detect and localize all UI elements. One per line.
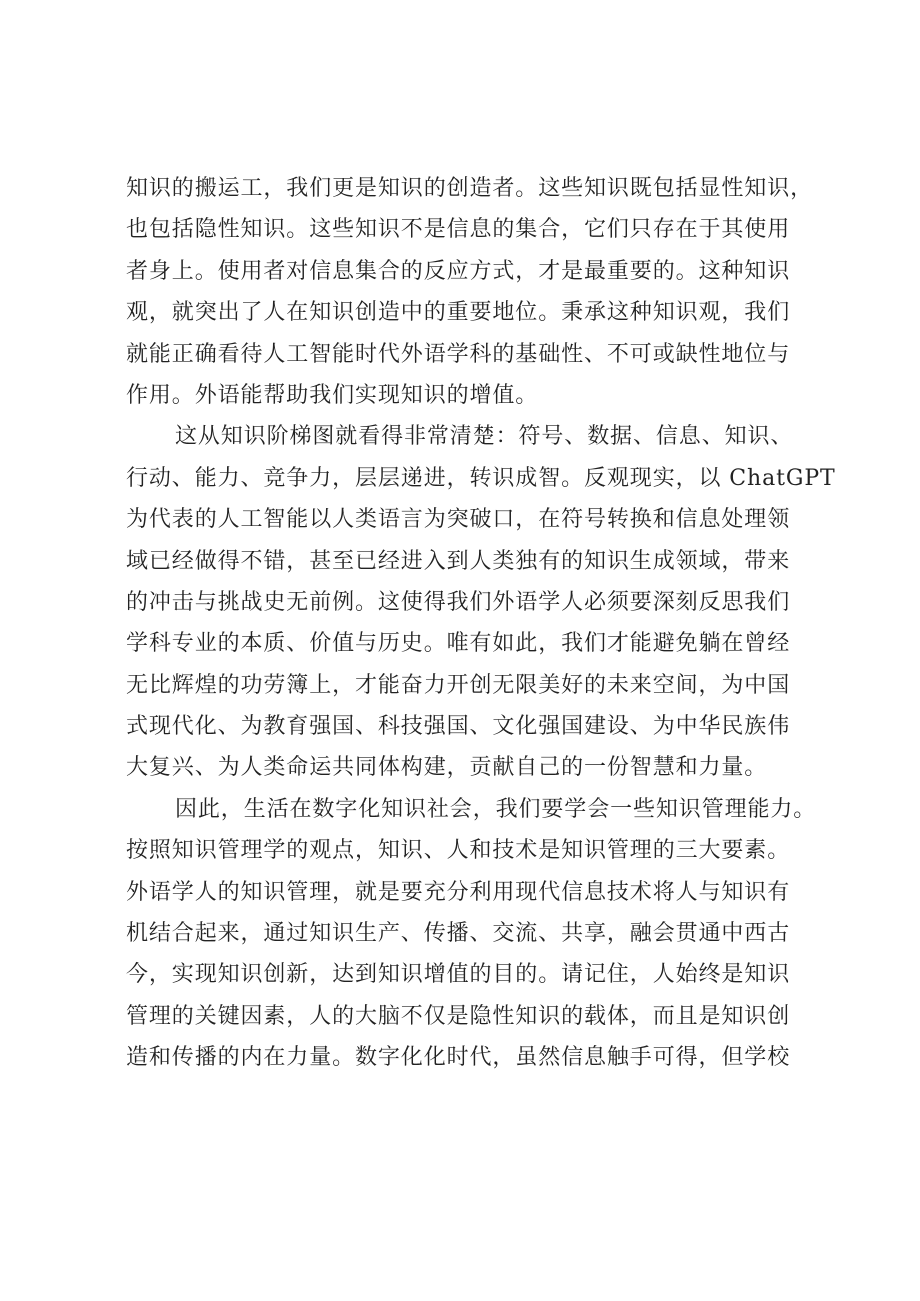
text-line: 大复兴、为人类命运共同体构建，贡献自己的一份智慧和力量。	[126, 755, 768, 781]
text-line: 外语学人的知识管理，就是要充分利用现代信息技术将人与知识有	[126, 879, 791, 905]
text-line: 按照知识管理学的观点，知识、人和技术是知识管理的三大要素。	[126, 838, 791, 864]
body-text	[126, 168, 836, 1079]
text-line: 知识的搬运工，我们更是知识的创造者。这些知识既包括显性知识，	[126, 176, 814, 201]
text-line: 机结合起来，通过知识生产、传播、交流、共享，融会贯通中西古	[126, 921, 791, 947]
text-line: 也包括隐性知识。这些知识不是信息的集合，它们只存在于其使用	[126, 217, 791, 243]
text-line: 式现代化、为教育强国、科技强国、文化强国建设、为中华民族伟	[126, 714, 791, 740]
text-line: 行动、能力、竞争力，层层递进，转识成智。反观现实，以 ChatGPT	[126, 465, 836, 491]
text-line: 者身上。使用者对信息集合的反应方式，才是最重要的。这种知识	[126, 258, 791, 284]
text-line: 今，实现知识创新，达到知识增值的目的。请记住，人始终是知识	[126, 962, 791, 988]
paragraph-start-line: 因此，生活在数字化知识社会，我们要学会一些知识管理能力。	[175, 796, 817, 822]
text-line: 为代表的人工智能以人类语言为突破口，在符号转换和信息处理领	[126, 507, 791, 533]
text-line: 就能正确看待人工智能时代外语学科的基础性、不可或缺性地位与	[126, 341, 791, 367]
paragraph-start-line: 这从知识阶梯图就看得非常清楚：符号、数据、信息、知识、	[175, 424, 794, 450]
text-line: 无比辉煌的功劳簿上，才能奋力开创无限美好的未来空间，为中国	[126, 672, 791, 698]
text-line: 管理的关键因素，人的大脑不仅是隐性知识的载体，而且是知识创	[126, 1003, 791, 1029]
text-line: 观，就突出了人在知识创造中的重要地位。秉承这种知识观，我们	[126, 300, 791, 326]
text-line: 学科专业的本质、价值与历史。唯有如此，我们才能避免躺在曾经	[126, 631, 791, 657]
text-line: 域已经做得不错，甚至已经进入到人类独有的知识生成领域，带来	[126, 548, 791, 574]
text-line: 作用。外语能帮助我们实现知识的增值。	[126, 382, 539, 408]
text-line: 的冲击与挑战史无前例。这使得我们外语学人必须要深刻反思我们	[126, 589, 791, 615]
text-line: 造和传播的内在力量。数字化化时代，虽然信息触手可得，但学校	[126, 1045, 791, 1071]
